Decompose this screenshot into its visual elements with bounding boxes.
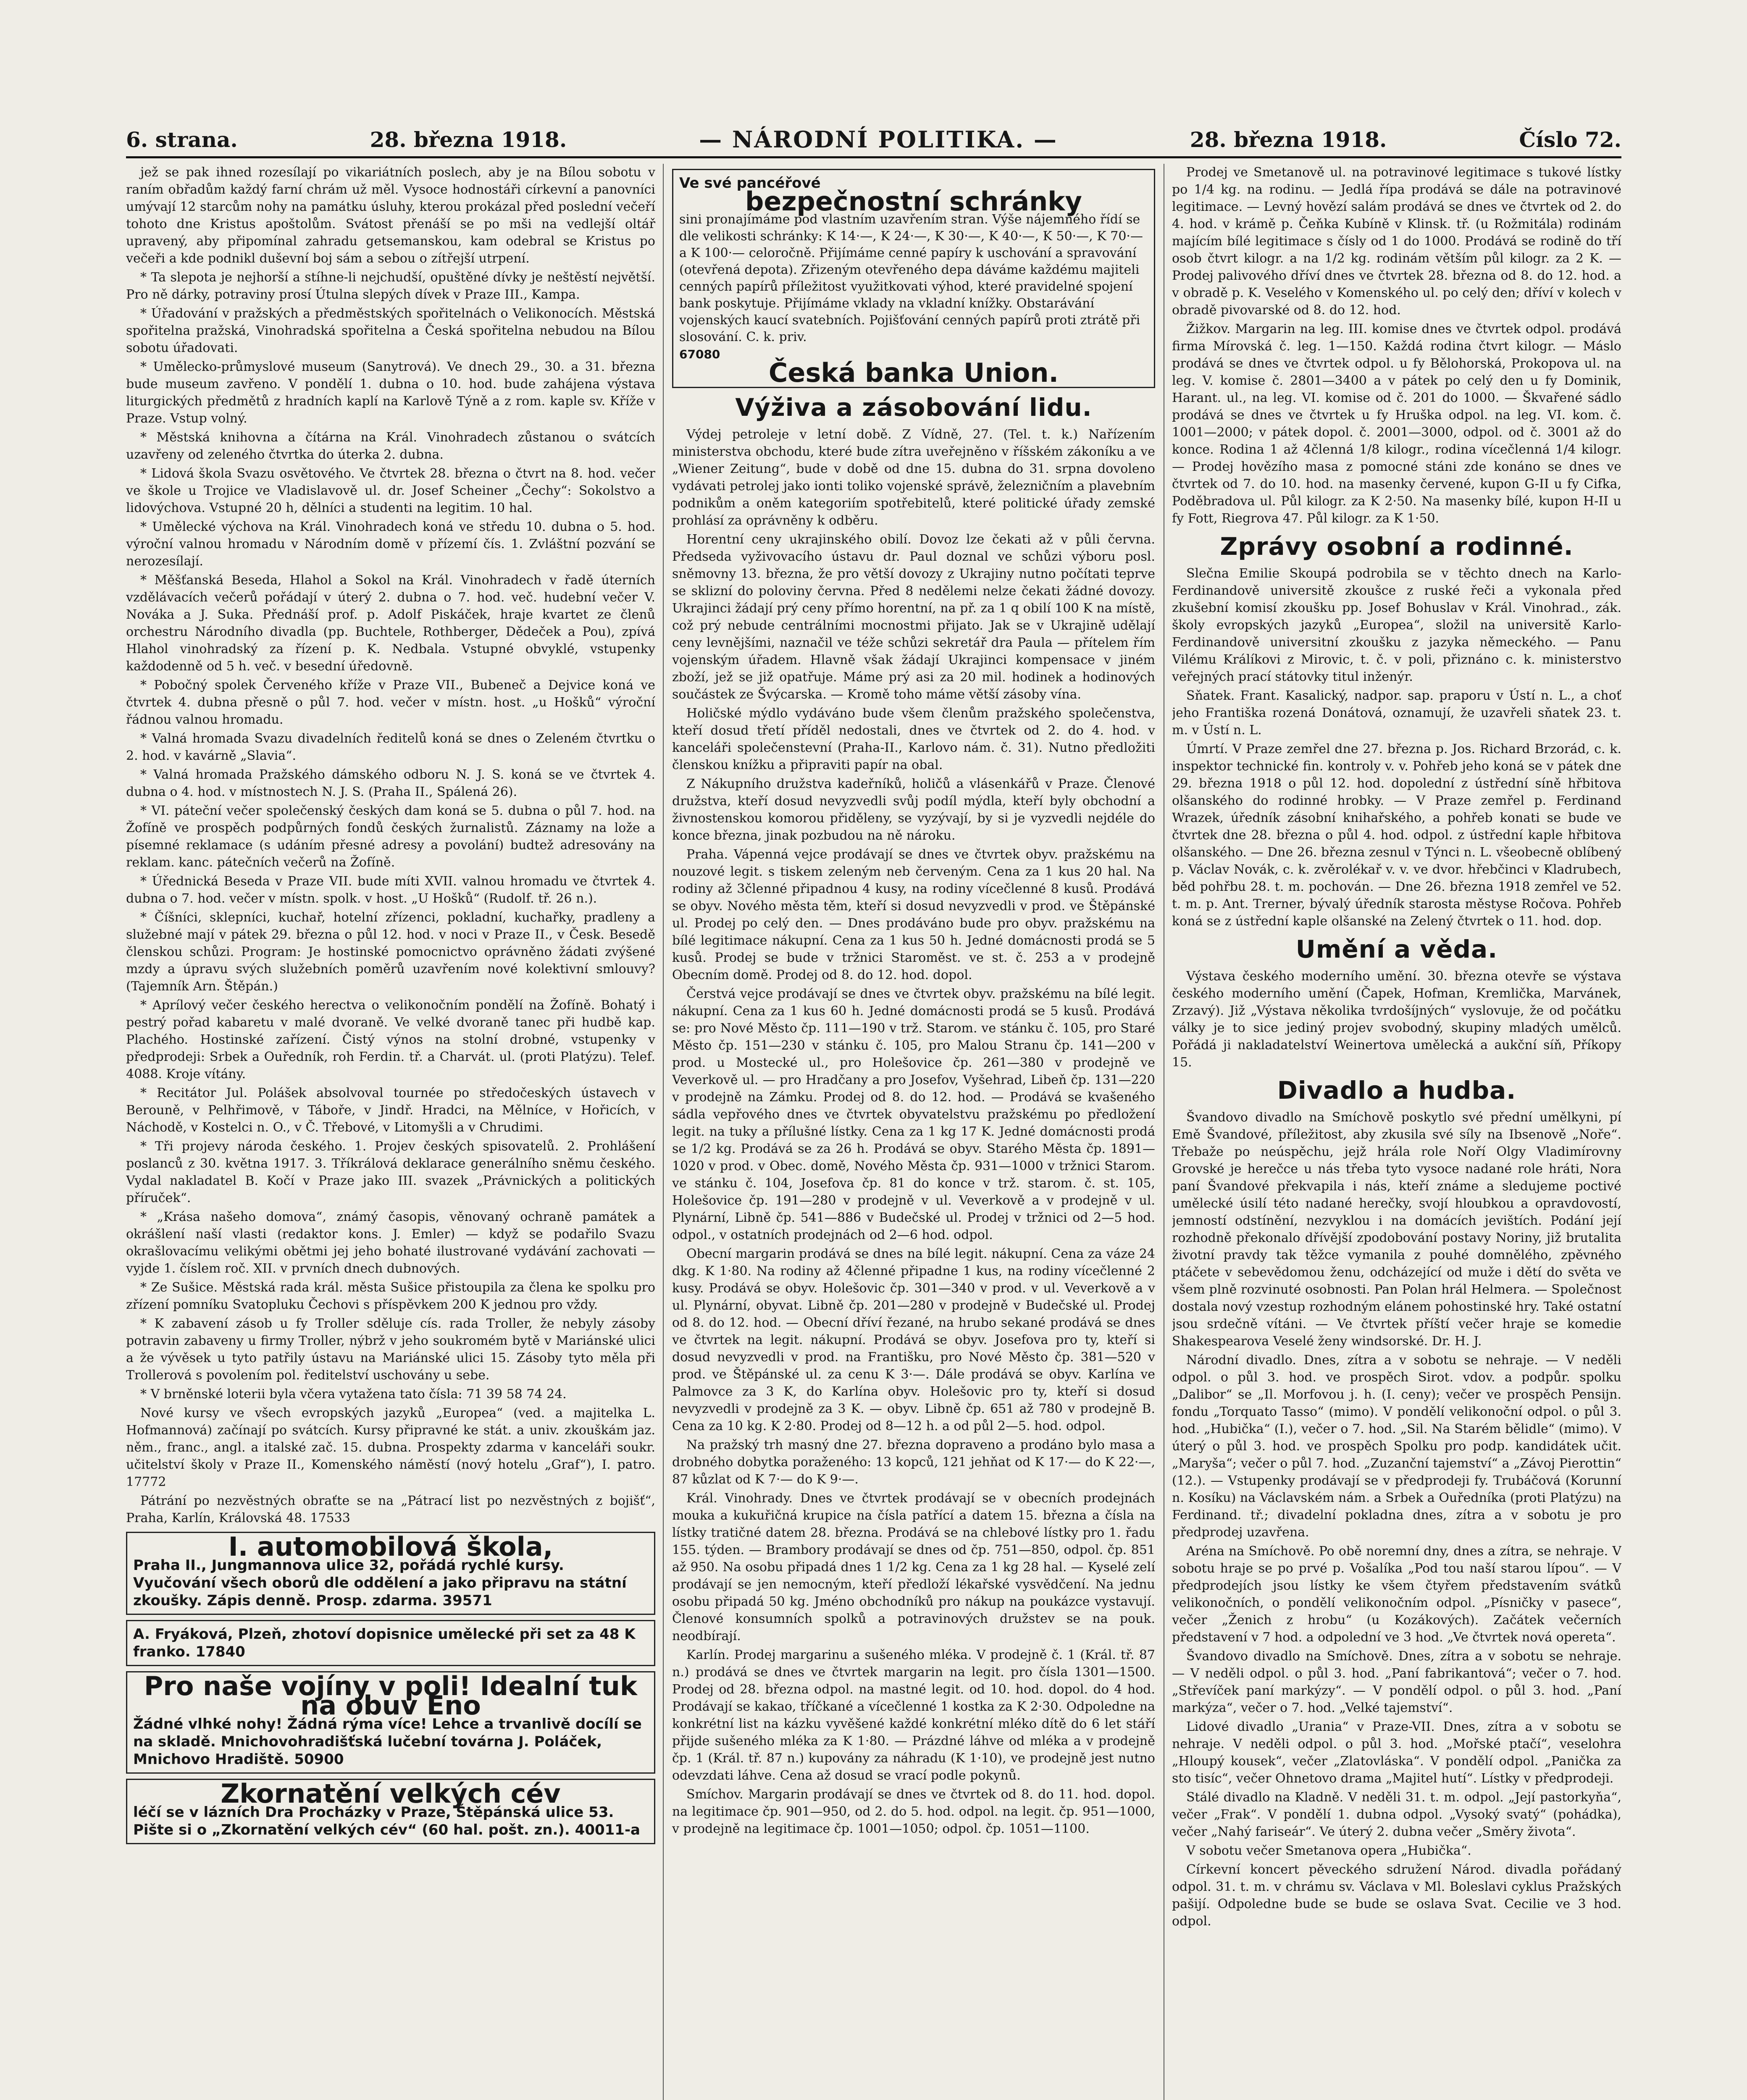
article-paragraph: Z Nákupního družstva kadeřníků, holičů a vlásenkářů v Praze. Členové družstva, kteří dosud nevyzvedli svůj podíl mýdla, kteří byly obchodní a živnostenskou komorou přiděleny, se vyzývají, by si je vyzvedli nejdéle do konce března, jinak pozbudou na ně nároku. — [672, 777, 1155, 843]
section-heading: Divadlo a hudba. — [1277, 1076, 1516, 1105]
spa-ad — [126, 1779, 655, 1844]
article-paragraph: Sňatek. Frant. Kasalický, nadpor. sap. praporu v Ústí n. L., a choť jeho Františka rozená Donátová, oznamují, že uzavřeli sňatek 23. t. m. v Ústí n. L. — [1172, 688, 1621, 738]
column-3 — [1172, 164, 1621, 2100]
postcard-ad: A. Fryáková, Plzeň, zhotoví dopisnice umělecké při set za 48 K franko. 17840 — [126, 1620, 655, 1666]
article-paragraph: Obecní margarin prodává se dnes na bílé legit. nákupní. Cena za váze 24 dkg. K 1·80. Na rodiny až 4členné připadne 1 kus, na rodiny vícečlenné 2 kusy. Prodává se obyv. Holešovic čp. 301—340 v prod. v ul. Veverkově a v ul. Plynární, obyvat. Libně čp. 201—280 v prodejně v Budečské ul. Prodej od 8. do 12. hod. — Obecní dříví řezané, na hrubo sekané prodává se dnes ve čtvrtek na legit. nákupní. Prodává se obyv. Josefova pro ty, kteří si dosud nevyzvedli v prod. na Františku, pro Nové Město čp. 381—520 v prod. ve Štěpánské ul. za cenu K 3·—. Dále prodává se obyv. Karlína ve Palmovce za 3 K, do Karlína obyv. Holešovic pro ty, kteří si dosud nevyzvedli v prodejně za 3 K. — obyv. Libně čp. 651 až 780 v prodejně B. Cena za 10 kg. K 2·80. Prodej od 8—12 h. a od půl 2—5. hod. odpol. — [672, 1247, 1155, 1433]
article-paragraph: * Valná hromada Pražského dámského odboru N. J. S. koná se ve čtvrtek 4. dubna o 4. hod. v místnostech N. J. S. (Praha II., Spálená 26). — [126, 767, 655, 799]
column-2 — [672, 164, 1155, 2100]
article-paragraph: Na pražský trh masný dne 27. března dopraveno a prodáno bylo masa a drobného dobytka poraženého: 13 kopců, 121 jehňat od K 17·— do K 22·—, 87 kůzlat od K 7·— do K 9·—. — [672, 1438, 1155, 1487]
article-paragraph: * Pobočný spolek Červeného kříže v Praze VII., Bubeneč a Dejvice koná ve čtvrtek 4. dubna přesně o půl 7. hod. večer v místn. host. „u Hošků“ výroční řádnou valnou hromadu. — [126, 678, 655, 727]
article-paragraph: Švandovo divadlo na Smíchově. Dnes, zítra a v sobotu se nehraje. — V neděli odpol. o půl 3. hod. „Paní fabrikantová“; večer o 7. hod. „Střevíček paní markýzy“. — V pondělí odpol. o půl 3. hod. „Paní markýza“, večer o 7. hod. „Velké tajemství“. — [1172, 1649, 1621, 1715]
section-heading: Zprávy osobní a rodinné. — [1220, 532, 1574, 561]
article-paragraph: Holičské mýdlo vydáváno bude všem členům pražského společenstva, kteří dosud třetí příděl nedostali, dnes ve čtvrtek od 2. do 4. hod. v kanceláři společenstevní (Praha-II., Karlovo nám. č. 31). Nutno předložiti členskou knížku a připraviti papír na obal. — [672, 706, 1155, 772]
article-paragraph: Karlín. Prodej margarinu a sušeného mléka. V prodejně č. 1 (Král. tř. 87 n.) prodává se dnes ve čtvrtek margarin na legit. pro čísla 1301—1500. Prodej od 28. března odpol. na mastné legit. od 10. hod. dopol. do 4 hod. Prodávají se kakao, tříčkané a vícečlenné 1 kostka za K 2·30. Odpoledne na konkrétní list na kázku vyvěšené každé konkrétní mléko dítě do 6 let stáří přijde sušeného mléka za K 1·80. — Prázdné láhve od mléka a v prodejně čp. 1 (Král. tř. 87 n.) kupovány za náhradu (K 1·10), ve prodejně jest nutno odevzdati láhve. Cena až dosud se vrací podle pokynů. — [672, 1648, 1155, 1783]
article-paragraph: Čerstvá vejce prodávají se dnes ve čtvrtek obyv. pražskému na bílé legit. nákupní. Cena za 1 kus 60 h. Jedné domácnosti prodá se 5 kusů. Prodává se: pro Nové Město čp. 111—190 v trž. Starom. ve stánku č. 105, pro Staré Město čp. 151—230 v stánku č. 105, pro Malou Stranu čp. 141—200 v prod. u Mostecké ul., pro Holešovice čp. 261—380 v prodejně ve Veverkově ul. — pro Hradčany a pro Josefov, Vyšehrad, Libeň čp. 131—220 v prodejně na Zámku. Prodej od 8. do 12. hod. — Prodává se kvašeného sádla vepřového dnes ve čtvrtek obyvatelstvu pražskému po předložení legit. na tuky a přílušné lístky. Cena za 1 kg 17 K. Jedné domácnosti prodá se 1/2 kg. Prodává se za 26 h. Prodává se obyv. Starého Města čp. 1891—1020 v prod. v Obec. domě, Nového Města čp. 931—1000 v tržnici Starom. ve stánku č. 104, Josefova čp. 81 do konce v trž. starom. č. st. 105, Holešovice čp. 191—280 v prodejně v ul. Veverkově a v prodejně v ul. Plynární, Libně čp. 541—886 v Budečské ul. Prodej v tržnici od 2—5 hod. odpol., v ostatních prodejnách od 2—6 hod. odpol. — [672, 987, 1155, 1242]
article-paragraph: Praha. Vápenná vejce prodávají se dnes ve čtvrtek obyv. pražskému na nouzové legit. s tiskem zeleným neb červeným. Cena za 1 kus 20 hal. Na rodiny až 3členné připadnou 4 kusy, na rodiny vícečlenné 8 kusů. Prodává se obyv. Nového města těm, kteří si dosud nevyzvedli v prod. ve Štěpánské ul. Prodej po celý den. — Dnes prodáváno bude pro obyv. pražskému na bílé legitimace nákupní. Cena za 1 kus 50 h. Jedné domácnosti prodá se 5 kusů. Prodej se bude v tržnici Staroměst. ve st. č. 253 a v prodejně Obecním domě. Prodej od 8. do 12. hod. dopol. — [672, 847, 1155, 982]
article-paragraph: * Ze Sušice. Městská rada král. města Sušice přistoupila za člena ke spolku pro zřízení pomníku Svatopluku Čechovi s příspěvkem 200 K jednou pro vždy. — [126, 1280, 655, 1312]
column-divider — [663, 164, 664, 2100]
article-paragraph: Smíchov. Margarin prodávají se dnes ve čtvrtek od 8. do 11. hod. dopol. na legitimace čp. 901—950, od 2. do 5. hod. odpol. na legit. čp. 951—1000, v prodejně na legitimace čp. 1001—1050; odpol. čp. 1051—1100. — [672, 1787, 1155, 1836]
article-paragraph: * Recitátor Jul. Polášek absolvoval tournée po středočeských ústavech v Berouně, v Pelhřimově, v Táboře, v Jindř. Hradci, na Mělníce, v Hořicích, v Náchodě, v Kostelci n. O., v Č. Třebové, v Litomyšli a v Chrudimi. — [126, 1086, 655, 1135]
masthead — [126, 126, 1621, 153]
ad-title: bezpečnostní schránky — [745, 186, 1082, 217]
article-paragraph: * Úřednická Beseda v Praze VII. bude míti XVII. valnou hromadu ve čtvrtek 4. dubna o 7. hod. večer v místn. spolk. v host. „U Hošků“ (Rudolf. tř. 26 n.). — [126, 874, 655, 906]
article-paragraph: * Valná hromada Svazu divadelních ředitelů koná se dnes o Zeleném čtvrtku o 2. hod. v kavárně „Slavia“. — [126, 731, 655, 763]
article-paragraph: * Ta slepota je nejhorší a stíhne-li nejchudší, opuštěné dívky je neštěstí největší. Pro ně dárky, potraviny prosí Útulna slepých dívek v Praze III., Kampa. — [126, 270, 655, 302]
article-paragraph: Výdej petroleje v letní době. Z Vídně, 27. (Tel. t. k.) Nařízením ministerstva obchodu, které bude zítra uveřejněno v říšském zákoníku a ve „Wiener Zeitung“, bude v době od dne 15. dubna do 31. srpna dovoleno vydávati petrolej jako ionti toliko vojenské správě, železničním a plavebním podnikům a oněm kategoriím spotřebitelů, které politické úřady zemské prohlásí za oprávněny k odběru. — [672, 427, 1155, 528]
article-paragraph: * Úřadování v pražských a předměstských spořitelnách o Velikonocích. Městská spořitelna pražská, Vinohradská spořitelna a Česká spořitelna nebudou na Bílou sobotu úřadovati. — [126, 306, 655, 355]
article-paragraph: Aréna na Smíchově. Po obě noremní dny, dnes a zítra, se nehraje. V sobotu hraje se po prvé p. Vošalíka „Pod tou naší starou lípou“. — V předprodejích jsou lístky ke všem čtyřem představením svátků velikonočních, o pondělí velikonočním odpol. „Písničky v pasece“, večer „Ženich z hrobu“ (u Kozákových). Začátek večerních představení v 7 hod. a odpolední ve 3 hod. „Ve čtvrtek nová opereta“. — [1172, 1544, 1621, 1645]
classified-ad: Pátrání po nezvěstných obraťte se na „Pátrací list po nezvěstných z bojišť“, Praha, Karlín, Královská 48. 17533 — [126, 1494, 655, 1525]
article-paragraph: * V brněnské loterii byla včera vytažena tato čísla: 71 39 58 74 24. — [140, 1387, 567, 1402]
article-paragraph: Úmrtí. V Praze zemřel dne 27. března p. Jos. Richard Brzorád, c. k. inspektor technické fin. kontroly v. v. Pohřeb jeho koná se v pátek dne 29. března 1918 o půl 12. hod. dopolední z ústřední síně hřbitova olšanského do rodinné hrobky. — V Praze zemřel p. Ferdinand Wrazek, úředník zásobní knihařského, a pohřeb konati se bude ve čtvrtek dne 28. března o půl 4. hod. odpol. z ústřední kaple hřbitova olšanského. — Dne 26. března zesnul v Týnci n. L. všeobecně oblíbený p. Václav Novák, c. k. zvěrolékař v. v. ve dvor. hřebčinci v Kladrubech, běd pohřbu 28. t. m. pochován. — Dne 26. března 1918 zemřel ve 52. t. m. p. Ant. Trerner, bývalý úředník starosta městyse Ročova. Pohřeb koná se z ústřední kaple olšanské na Zelený čtvrtek o 11. hod. dop. — [1172, 742, 1621, 929]
article-paragraph: * Městská knihovna a čítárna na Král. Vinohradech zůstanou o svátcích uzavřeny od zeleného čtvrtka do úterka 2. dubna. — [126, 430, 655, 462]
article-paragraph: jež se pak ihned rozesílají po vikariátních poslech, aby je na Bílou sobotu v raním obřadům každý farní chrám už měl. Vysoce hodnostáři církevní a panovníci umývají 12 starcům nohy na památku úsluhy, kterou prokázal před poslední večeří tohoto dne Kristus apoštolům. Svátost přenáší se po mši na vedlejší oltář upravený, aby připomínal zahradu getsemanskou, kam odebral se Kristus po večeři a kde podnikl duševní boj sám a sebou o zítřejší utrpení. — [126, 165, 655, 266]
date-right: 28. března 1918. — [1190, 127, 1387, 152]
article-paragraph: Národní divadlo. Dnes, zítra a v sobotu se nehraje. — V neděli odpol. o půl 3. hod. ve prospěch Sirot. vdov. a podpůr. spolku „Dalibor“ se „Il. Morfovou j. h. (I. ceny); večer ve prospěch Pensijn. fondu „Torquato Tasso“ (mimo). V pondělí velikonoční odpol. o půl 3. hod. „Hubička“ (I.), večer o 7. hod. „Sil. Na Starém bělidle“ (mimo). V úterý o půl 3. hod. ve prospěch Spolku pro podp. kandidátek učit. „Maryša“; večer o půl 7. hod. „Zuzanční tajemství“ a „Závoj Pierottin“ (12.). — Vstupenky prodávají se v předprodeji fy. Trubáčová (Korunní n. Kosíku) na Václavském nám. a Srbek a Ouředníka (proti Platýzu) na Ferdinand. tř.; divadelní pokladna dnes, zítra a v sobotu je pro předprodej uzavřena. — [1172, 1353, 1621, 1540]
article-paragraph: Horentní ceny ukrajinského obilí. Dovoz lze čekati až v půli června. Předseda vyživovacího ústavu dr. Paul doznal ve schůzi výboru posl. sněmovny 13. března, že pro větší dovozy z Ukrajiny nutno počítati teprve se sklizní do poloviny června. Před 8 nedělemi nelze čekati žádné dovozy. Ukrajinci žádají prý ceny přímo horentní, na př. za 1 q obilí 100 K na místě, což prý nebude centrálními mocnostmi přijato. Jak se v Ukrajině udělají ceny levnějšími, naznačil ve téže schůzi sekretář dra Paula — přítelem řím vojenským úřadem. Hlavně však žádají Ukrajinci kompensace v jiném zboží, jež se již opatřuje. Máme prý asi za 20 mil. hodinek a hodinových součástek ze Švýcarska. — Kromě toho máme větší zásoby vína. — [672, 532, 1155, 702]
ad-title: Zkornatění velkých cév — [221, 1778, 561, 1809]
article-paragraph: * K zabavení zásob u fy Troller sděluje cís. rada Troller, že nebyly zásoby potravin zabaveny u firmy Troller, nýbrž v jeho soukromém bytě v Mariánské ulici a že vývěsek u tyto patřily ústavu na Mariánské ulici 15. Zásoby tyto měla při Trollerová s povolením pol. ředitelství uschovány u sebe. — [126, 1316, 655, 1383]
article-paragraph: Slečna Emilie Skoupá podrobila se v těchto dnech na Karlo-Ferdinandově universitě zkoušce z ruské řeči a vykonala před zkušební komisí zkoušku pp. Josef Bohuslav v Král. Vinohrad., zák. školy evropských jazyků „Europea“, složil na universitě Karlo-Ferdinandově universitní zkoušku z jazyka německého. — Panu Vilému Králíkovi z Mirovic, t. č. v poli, přiznáno c. k. ministerstvo veřejných prací státovky titul inženýr. — [1172, 566, 1621, 684]
article-paragraph: * VI. páteční večer společenský českých dam koná se 5. dubna o půl 7. hod. na Žofíně ve prospěch podpůrných fondů českých žurnalistů. Záznamy na lože a písemné reklamace (s udáním přesné adresy a povolání) budtež adresovány na reklam. kanc. pátečních večerů na Žofíně. — [126, 803, 655, 870]
ad-text: sini pronajímáme pod vlastním uzavřením stran. Výše nájemného řídí se dle velikosti schránky: K 14·—, K 24·—, K 30·—, K 40·—, K 50·—, K 70·— a K 100·— celoročně. Přijímáme cenné papíry k uschování a spravování (otevřená depota). Zřizeným otevřeného depa dáváme každému majiteli cenných papírů příležitost využitkovati výhod, které pravidelné spojení bank poskytuje. Přijímáme vklady na vkladní knížky. Obstarávání vojenských kaucí svatebních. Pojišťování cenných papírů proti ztrátě při slosování. C. k. priv. — [679, 212, 1143, 344]
ad-title: Pro naše vojíny v poli! Idealní tuk na obuv Eno — [144, 1671, 638, 1721]
article-paragraph: Výstava českého moderního umění. 30. března otevře se výstava českého moderního umění (Čapek, Hofman, Kremlička, Marvánek, Zrzavý). Již „Výstava několika tvrdošíjných“ vyslovuje, že od počátku války je to sice jediný projev svobodný, skupiny mladých umělců. Pořádá ji nakladatelství Weinertova umělecká a aukční síň, Příkopy 15. — [1172, 969, 1621, 1070]
header-rule — [126, 156, 1621, 158]
section-heading: Výživa a zásobování lidu. — [735, 393, 1092, 422]
article-paragraph: Švandovo divadlo na Smíchově poskytlo své přední umělkyni, pí Emě Švandové, příležitost, aby zkusila své síly na Ibsenově „Noře“. Třebaže po neúspěchu, jejž hrála role Noří Olgy Vladimírovny Grovské je herečce u nás třeba tyto vysoce nadané role hráti, Nora paní Švandové překvapila i nás, kteří známe a sledujeme poctivé umělecké úsilí této nadané herečky, svojí hloubkou a opravdovostí, jemností odstínění, nezvyklou i na domácích jevištích. Podání její rozhodně překonalo dřívější zpodobování postavy Noriny, již brutalita životní pravdy tak těžce vymanila z pouhé domnělého, zpěvného ptáčete v sebevědomou ženu, odcházející od muže i dětí do světa ve všem plně rozvinuté osobnosti. Pan Polan hrál Helmera. — Společnost dostala nový vzestup rozhodným elánem pohostinské hry. Také ostatní jsou srdečně vítáni. — Ve čtvrtek příští večer hraje se komedie Shakespearova Veselé ženy windsorské. Dr. H. J. — [1172, 1110, 1621, 1349]
newspaper-title: — NÁRODNÍ POLITIKA. — — [699, 126, 1058, 153]
article-paragraph: * Umělecké výchova na Král. Vinohradech koná ve středu 10. dubna o 5. hod. výroční valnou hromadu v Národním domě v přízemí čís. 1. Zvláštní pozvání se nerozesílají. — [126, 520, 655, 569]
article-paragraph: Prodej ve Smetanově ul. na potravinové legitimace s tukové lístky po 1/4 kg. na rodinu. — Jedlá řípa prodává se dále na potravinové legitimace. — Levný hovězí salám prodává se dnes ve čtvrtek od 2. do 4. hod. v krámě p. Čeňka Kubíně v Klinsk. tř. (u Rožmitála) rodinám majícím bílé legitimace s čísly od 1 do 1000. Prodává se rodině do tří osob čtvrt kilogr. a na 1/2 kg. rodinám větším půl kilogr. za 2 K. — Prodej palivového dříví dnes ve čtvrtek 28. března od 8. do 12. hod. a v obradě p. K. Veselého v Komenského ul. po celý den; dříví v kolech v obradě pivovarské od 8. do 12. hod. — [1172, 165, 1621, 318]
page-number: 6. strana. — [126, 127, 238, 152]
classified-ad: Nové kursy ve všech evropských jazyků „Europea“ (ved. a majitelka L. Hofmannová) začínají po svátcích. Kursy připravné ke stát. a univ. zkouškám jaz. něm., franc., angl. a italské zač. 15. dubna. Prospekty zdarma v kanceláři soukr. učitelství školy v Praze II., Komenského náměstí (nový hotelu „Graf“), I. patro. 17772 — [126, 1406, 655, 1489]
article-paragraph: * Tři projevy národa českého. 1. Projev českých spisovatelů. 2. Prohlášení poslanců z 30. května 1917. 3. Tříkrálová deklarace generálního sněmu českého. Vydal nakladatel B. Kočí v Praze jako III. svazek „Právnických a politických příruček“. — [126, 1139, 655, 1205]
article-paragraph: * Aprílový večer českého herectva o velikonočním pondělí na Žofíně. Bohatý i pestrý pořad kabaretu v malé dvoraně. Ve velké dvoraně tanec při hudbě kap. Plachého. Hostinské zařízení. Čistý výnos na stolní drobné, vstupenky v předprodeji: Srbek a Ouředník, roh Ferdin. tř. a Charvát. ul. (proti Platýzu). Telef. 4088. Kroje vítány. — [126, 998, 655, 1082]
date-left: 28. března 1918. — [370, 127, 567, 152]
article-paragraph: * Lidová škola Svazu osvětového. Ve čtvrtek 28. března o čtvrt na 8. hod. večer ve škole u Trojice ve Vladislavově ul. dr. Josef Scheiner „Čechy“: Sokolstvo a lidovýchova. Vstupné 20 h, dělníci a studenti na legitim. 10 hal. — [126, 466, 655, 515]
article-paragraph: * „Krása našeho domova“, známý časopis, věnovaný ochraně památek a okrášlení naší vlasti (redaktor kons. J. Emler) — když se podařilo Svazu okrašlovacímu velikými obětmi jej jeho bohaté ilustrované vydávání zachovati — vyjde 1. číslem roč. XII. v prvních dnech dubnových. — [126, 1210, 655, 1276]
article-paragraph: Církevní koncert pěveckého sdružení Národ. divadla pořádaný odpol. 31. t. m. v chrámu sv. Václava v Ml. Boleslavi cyklus Pražských pašijí. Odpoledne bude se bude se oslava Svat. Cecilie ve 3 hod. odpol. — [1172, 1862, 1621, 1929]
issue-number: Číslo 72. — [1519, 127, 1621, 152]
driving-school-ad — [126, 1532, 655, 1615]
section-heading: Umění a věda. — [1295, 935, 1498, 963]
article-paragraph: Lidové divadlo „Urania“ v Praze-VII. Dnes, zítra a v sobotu se nehraje. V neděli odpol. o půl 3. hod. „Mořské ptačí“, veselohra „Hloupý kousek“, večer „Zlatovláska“. V pondělí odpol. „Panička za sto tisíc“, večer Ohnetovo drama „Majitel hutí“. Lístky v předprodeji. — [1172, 1719, 1621, 1786]
bank-safe-deposit-ad — [672, 169, 1155, 388]
article-paragraph: * Měšťanská Beseda, Hlahol a Sokol na Král. Vinohradech v řadě úterních vzdělávacích večerů pořádají v úterý 2. dubna o 7. hod. več. hudební večer V. Nováka a J. Suka. Přednáší prof. p. Adolf Piskáček, hraje kvartet ze členů orchestru Národního divadla (pp. Buchtele, Rothberger, Dědeček a Pou), zpívá Hlahol vinohradský za řízení p. K. Nedbala. Vstupné obvyklé, vstupenky každodenně od 5 h. več. v besední úředovně. — [126, 573, 655, 674]
ad-text: léčí se v lázních Dra Procházky v Praze, Štěpánská ulice 53. Pište si o „Zkornatění velkých cév“ (60 hal. pošt. zn.). 40011-a — [133, 1804, 640, 1838]
ad-text: Praha II., Jungmannova ulice 32, pořádá rychlé kursy. Vyučování všech oborů dle oddělení a jako připravu na státní zkoušky. Zápis denně. Prosp. zdarma. 39571 — [133, 1557, 627, 1609]
bank-name: Česká banka Union. — [768, 357, 1059, 388]
shoe-grease-ad — [126, 1671, 655, 1774]
ad-text: Žádné vlhké nohy! Žádná rýma více! Lehce a trvanlivě docílí se na skladě. Mnichovohradišťská lučební továrna J. Poláček, Mnichovo Hradiště. 50900 — [133, 1716, 642, 1768]
article-paragraph: * Číšníci, sklepníci, kuchař, hotelní zřízenci, pokladní, kuchařky, pradleny a služebné mají v pátek 29. března o půl 12. hod. v noci v Praze II., v Česk. Besedě členskou schůzi. Program: Je hostinské pomocnictvo oprávněno žádati zvýšené mzdy a úpravu svých služebních poměrů uzavřením nové kolektivní smlouvy? (Tajemník Arn. Štěpán.) — [126, 910, 655, 994]
article-paragraph: Žižkov. Margarin na leg. III. komise dnes ve čtvrtek odpol. prodává firma Mírovská č. leg. 1—150. Každá rodina čtvrt kilogr. — Máslo prodává se dnes ve čtvrtek odpol. u fy Bělohorská, Prokopova ul. na leg. V. komise č. 2801—3400 a v pátek po celý den u fy Dominik, Harant. ul., na leg. VI. komise od č. 201 do 1000. — Škvařené sádlo prodává se dnes ve čtvrtek u fy Hruška odpol. na leg. VI. kom. č. 1001—2000; v pátek dopol. č. 2001—3000, odpol. od č. 3001 až do konce. Rodina 1 až 4členná 1/8 kilogr., rodina vícečlenná 1/4 kilogr. — Prodej hovězího masa z pomocné stáni zde konáno se dnes ve čtvrtek od 7. do 10. hod. na masenky červené, kupon G-II u fy Cifka, Poděbradova ul. Půl kilogr. za K 2·50. Na masenky bílé, kupon H-II u fy Fott, Riegrova 47. Půl kilogr. za K 1·50. — [1172, 322, 1621, 526]
article-paragraph: Stálé divadlo na Kladně. V neděli 31. t. m. odpol. „Její pastorkyňa“, večer „Frak“. V pondělí 1. dubna odpol. „Vysoký svatý“ (pohádka), večer „Nahý fariseár“. Ve úterý 2. dubna večer „Směry života“. — [1172, 1790, 1621, 1839]
ad-title: I. automobilová škola, — [228, 1531, 553, 1562]
article-paragraph: * Umělecko-průmyslové museum (Sanytrová). Ve dnech 29., 30. a 31. března bude museum zavřeno. V pondělí 1. dubna o 10. hod. bude zahájena výstava liturgických předmětů z hradních kaplí na Karlově Týně a z rom. kaple sv. Kříže v Praze. Vstup volný. — [126, 360, 655, 426]
column-1 — [126, 164, 655, 2100]
ad-code: 67080 — [679, 347, 720, 361]
ad-lead: Ve své pancéřové — [679, 175, 821, 192]
article-paragraph: Král. Vinohrady. Dnes ve čtvrtek prodávají se v obecních prodejnách mouka a kukuřičná krupice na čísla patřící a datem 15. března a čísla na lístky tratičné datem 28. března. Prodává se na chlebové lístky pro 1. řadu 155. týden. — Brambory prodávají se dnes od čp. 751—850, odpol. čp. 851 až 950. Na osobu připadá dnes 1 1/2 kg. Cena za 1 kg 28 hal. — Kyselé zelí prodávají se jen nemocným, kteří předloží lékařské vysvědčení. Na jednu osobu připadá 50 kg. Jméno obchodníků pro nákup na poukázce vystavují. Členové konsumních spolků a potravinových družstev se na pouk. neodbírají. — [672, 1491, 1155, 1643]
article-paragraph: V sobotu večer Smetanova opera „Hubička“. — [1186, 1843, 1471, 1858]
